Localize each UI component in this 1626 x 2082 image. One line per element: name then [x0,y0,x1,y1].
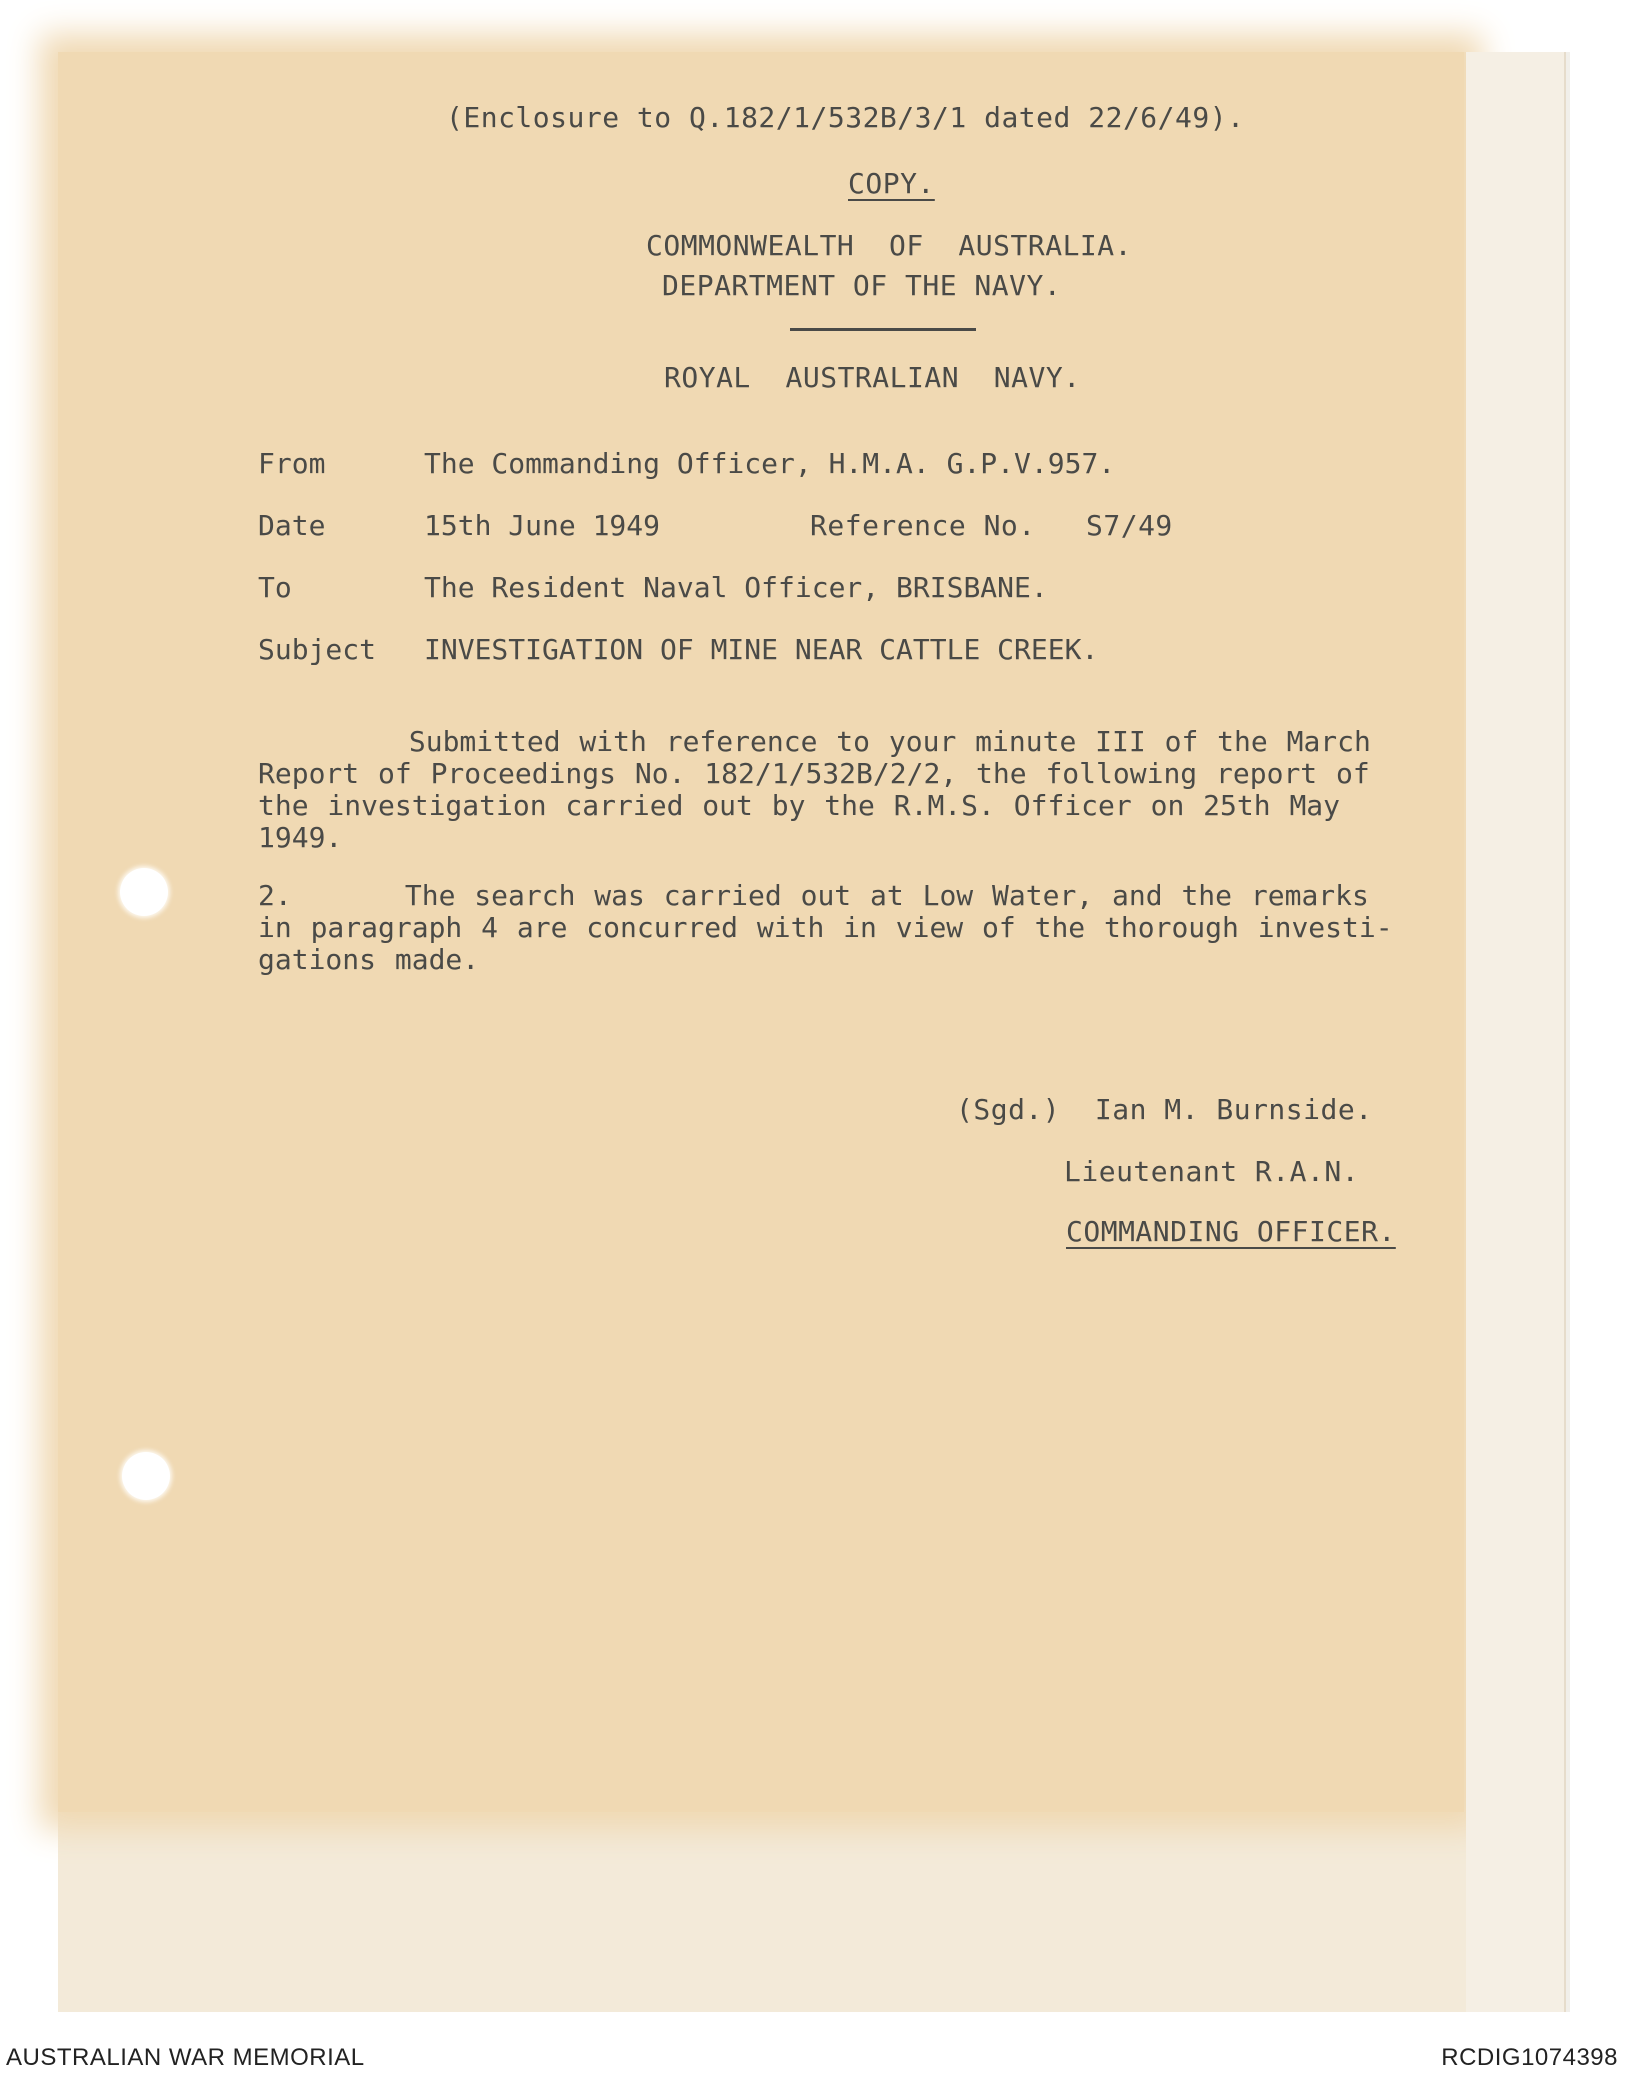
footer-source: AUSTRALIAN WAR MEMORIAL [6,2044,365,2071]
copy-mark: COPY. [848,167,935,200]
paragraph-2: 2. The search was carried out at Low Water, and the remarks in paragraph 4 are concurred with in view of the thorough investi- gations made. [258,879,1393,976]
signature-line: (Sgd.) Ian M. Burnside. [956,1093,1373,1126]
reference-value: S7/49 [1086,509,1173,542]
enclosure-line: (Enclosure to Q.182/1/532B/3/1 dated 22/6/49). [446,101,1245,134]
date-value: 15th June 1949 [424,509,661,542]
header-commonwealth: COMMONWEALTH OF AUSTRALIA. [646,229,1133,262]
header-royal-australian-navy: ROYAL AUSTRALIAN NAVY. [664,361,1081,394]
date-label: Date [258,509,326,542]
footer-record-id: RCDIG1074398 [1441,2044,1618,2071]
signature-title: COMMANDING OFFICER. [1066,1215,1396,1248]
header-divider [790,328,976,331]
reference-label: Reference No. [810,509,1036,542]
paragraph-1: Submitted with reference to your minute III of the March Report of Proceedings No. 182/1/532B/2/2, the following report of the investigation carried out by the R.M.S. Officer on 25th May 1949. [258,725,1371,854]
signature-rank: Lieutenant R.A.N. [1064,1155,1360,1188]
from-value: The Commanding Officer, H.M.A. G.P.V.957. [424,447,1116,480]
subject-label: Subject [258,633,377,666]
to-label: To [258,571,292,604]
header-department: DEPARTMENT OF THE NAVY. [662,269,1062,302]
subject-value: INVESTIGATION OF MINE NEAR CATTLE CREEK. [424,633,1099,666]
to-value: The Resident Naval Officer, BRISBANE. [424,571,1048,604]
from-label: From [258,447,326,480]
